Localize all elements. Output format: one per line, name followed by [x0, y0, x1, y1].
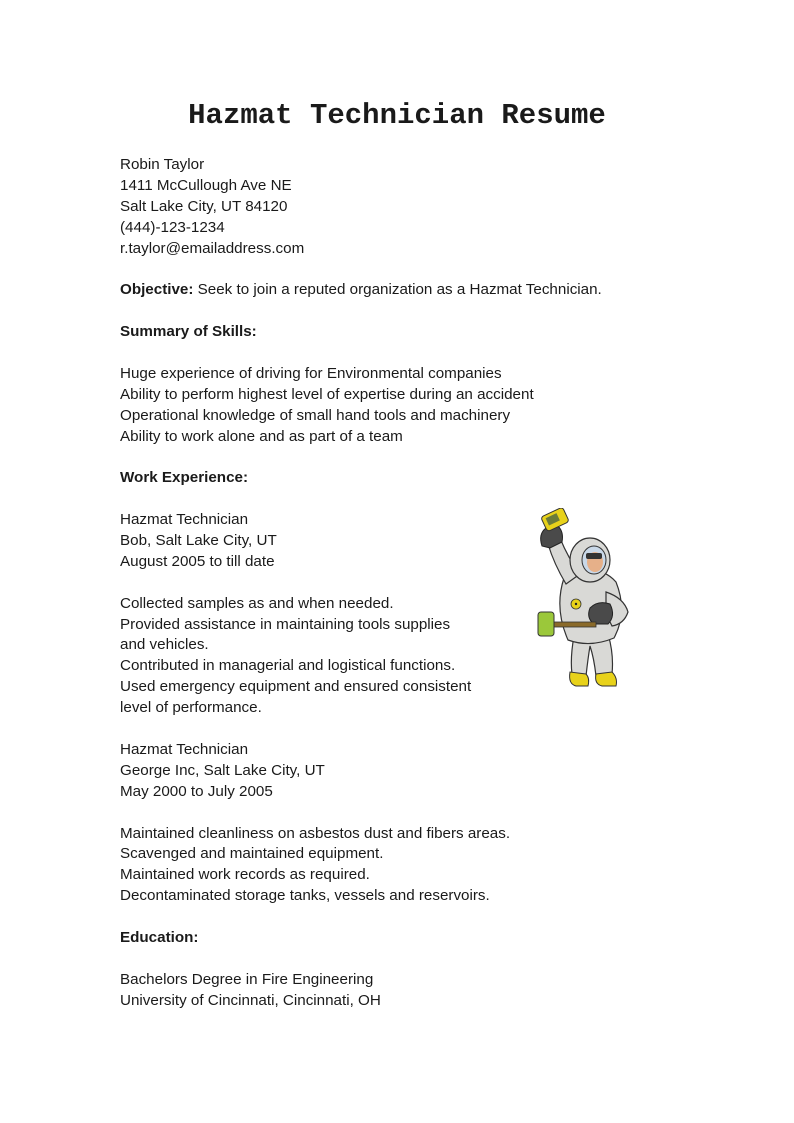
objective-text: Seek to join a reputed organization as a Hazmat Technician. — [193, 281, 602, 299]
glove-lower — [589, 603, 613, 624]
contact-block — [120, 155, 680, 259]
job-duty: Used emergency equipment and ensured consistent — [120, 678, 472, 696]
contact-city: Salt Lake City, UT 84120 — [120, 197, 288, 215]
spacer — [120, 719, 680, 740]
goggles — [586, 553, 602, 559]
hammer-head — [538, 612, 554, 636]
job-title: Hazmat Technician — [120, 740, 249, 758]
contact-phone: (444)-123-1234 — [120, 218, 225, 236]
skill-item: Ability to work alone and as part of a team — [120, 427, 403, 445]
spacer — [120, 907, 680, 928]
education-heading: Education: — [120, 928, 199, 946]
skill-item: Operational knowledge of small hand tools and machinery — [120, 406, 511, 424]
spacer — [120, 301, 680, 322]
contact-name: Robin Taylor — [120, 156, 205, 173]
objective-label: Objective: — [120, 281, 194, 299]
skills-list — [120, 364, 680, 448]
contact-address: 1411 McCullough Ave NE — [120, 176, 292, 194]
job-duty: Collected samples as and when needed. — [120, 594, 394, 612]
skill-item: Huge experience of driving for Environmental companies — [120, 364, 502, 382]
detector-device — [541, 508, 570, 532]
job-company: Bob, Salt Lake City, UT — [120, 532, 277, 550]
skill-item: Ability to perform highest level of expertise during an accident — [120, 385, 534, 403]
contact-email: r.taylor@emailaddress.com — [120, 239, 305, 257]
spacer — [120, 803, 680, 824]
job-duty: Contributed in managerial and logistical functions. — [120, 657, 456, 675]
objective-line — [120, 280, 680, 301]
job-entry — [120, 740, 680, 907]
job-duty: Maintained work records as required. — [120, 866, 370, 884]
job-duty: Decontaminated storage tanks, vessels and reservoirs. — [120, 887, 490, 905]
job-dates: August 2005 to till date — [120, 552, 275, 570]
spacer — [120, 949, 680, 970]
spacer — [120, 259, 680, 280]
job-duty: level of performance. — [120, 699, 262, 717]
boot-left — [570, 672, 589, 686]
job-company: George Inc, Salt Lake City, UT — [120, 761, 325, 779]
spacer — [120, 489, 680, 510]
job-duty: Maintained cleanliness on asbestos dust and fibers areas. — [120, 824, 511, 842]
job-duty: Scavenged and maintained equipment. — [120, 845, 384, 863]
hazmat-worker-illustration — [524, 508, 642, 690]
experience-heading: Work Experience: — [120, 469, 249, 487]
skills-heading: Summary of Skills: — [120, 323, 257, 341]
spacer — [120, 447, 680, 468]
job-dates: May 2000 to July 2005 — [120, 782, 273, 800]
education-school: University of Cincinnati, Cincinnati, OH — [120, 991, 381, 1009]
boot-right — [596, 672, 617, 686]
resume-title: Hazmat Technician Resume — [188, 99, 606, 132]
job-title: Hazmat Technician — [120, 511, 249, 529]
education-degree: Bachelors Degree in Fire Engineering — [120, 970, 374, 988]
job-duty: Provided assistance in maintaining tools supplies — [120, 615, 451, 633]
spacer — [120, 343, 680, 364]
job-duty: and vehicles. — [120, 636, 209, 654]
